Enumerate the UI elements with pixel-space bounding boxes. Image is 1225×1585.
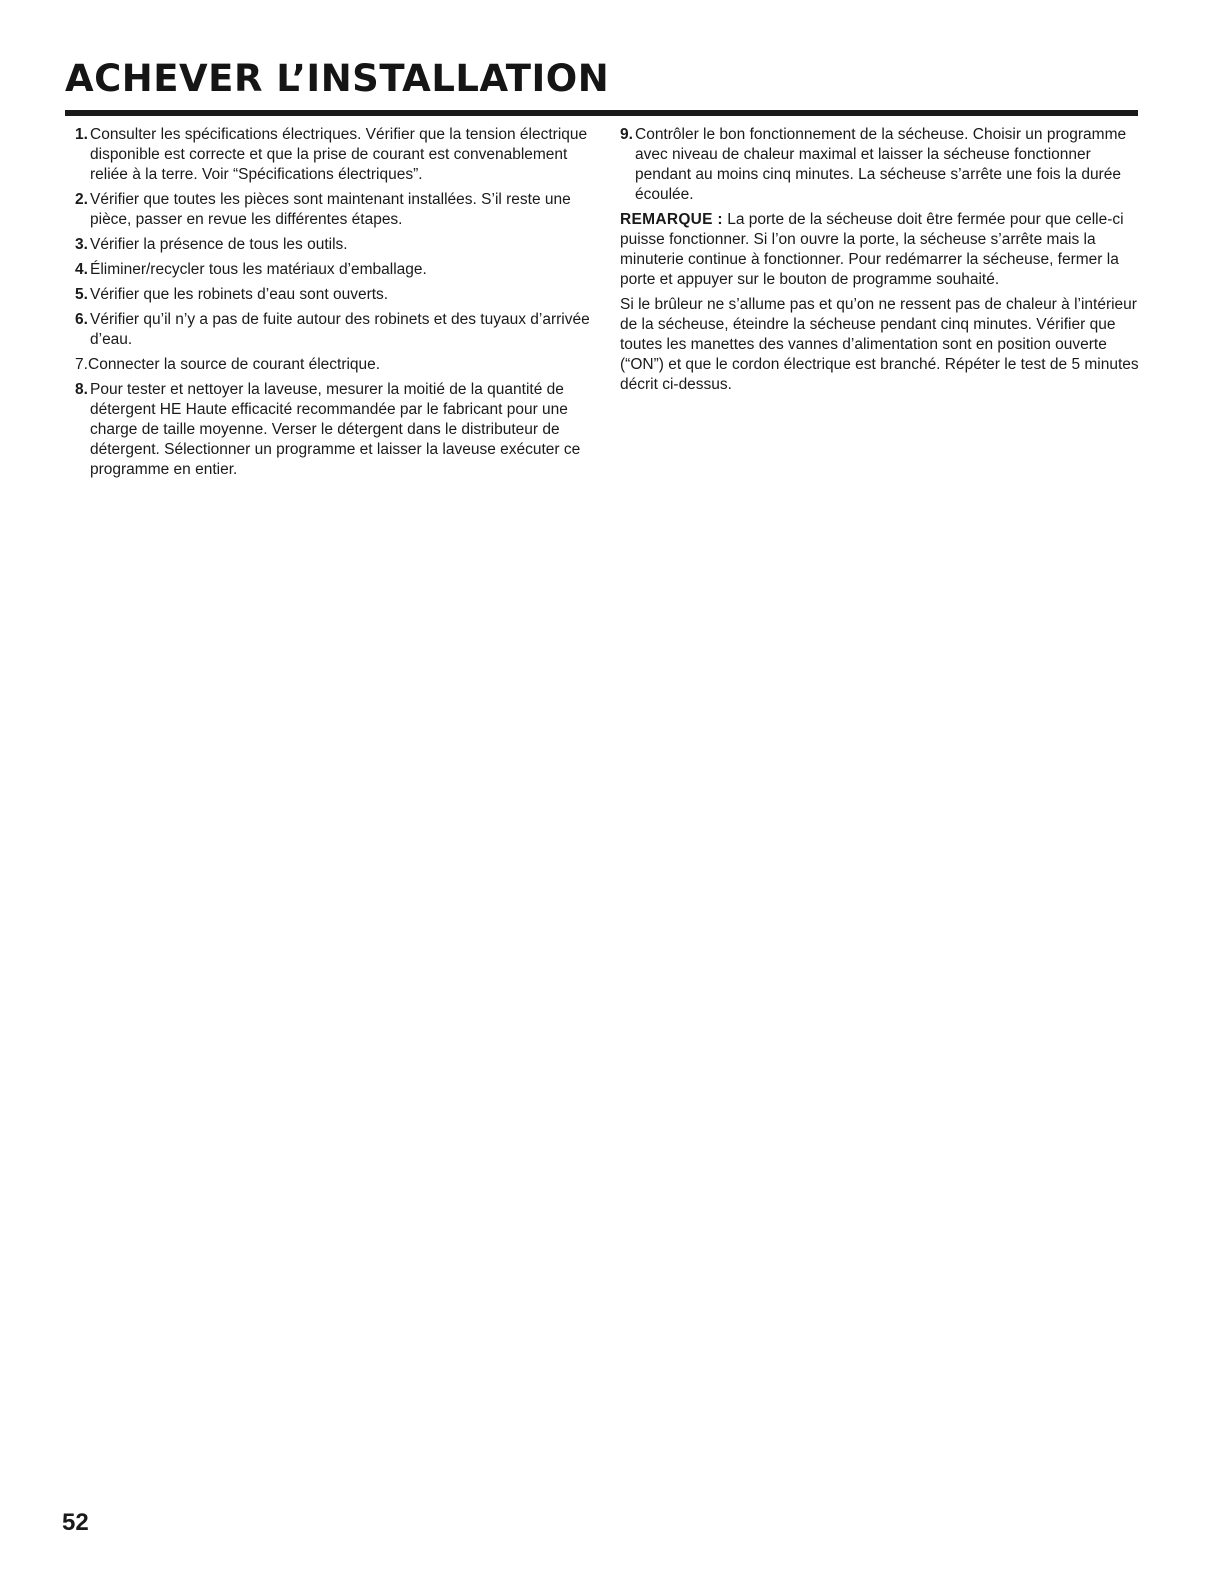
step-number: 8. [75, 381, 88, 398]
step-text: Pour tester et nettoyer la laveuse, mesurer la moitié de la quantité de détergent HE Haute efficacité recommandée par le fabricant pour une charge de taille moyenne. Verser le détergent dans le distributeur de détergent. Sélectionner un programme et laisser la laveuse exécuter ce programme en entier. [90, 381, 581, 478]
page-number: 52 [62, 1509, 89, 1536]
step-5 [75, 285, 595, 305]
note-label: REMARQUE : [620, 211, 723, 228]
step-text: Consulter les spécifications électriques. Vérifier que la tension électrique disponible est correcte et que la prise de courant est convenablement reliée à la terre. Voir “Spécifications électriques”. [90, 126, 588, 183]
step-6 [75, 310, 595, 350]
dryer-steps-list [620, 125, 1140, 205]
step-number: 1. [75, 126, 88, 143]
step-text: Vérifier qu’il n’y a pas de fuite autour des robinets et des tuyaux d’arrivée d’eau. [90, 311, 590, 348]
step-7 [75, 355, 595, 375]
step-number: 5. [75, 286, 88, 303]
burner-paragraph: Si le brûleur ne s’allume pas et qu’on ne ressent pas de chaleur à l’intérieur de la sécheuse, éteindre la sécheuse pendant cinq minutes. Vérifier que toutes les manettes des vannes d’alimentation sont en position ouverte (“ON”) et que le cordon électrique est branché. Répéter le test de 5 minutes décrit ci-dessus. [620, 296, 1139, 393]
step-text: Vérifier la présence de tous les outils. [90, 236, 348, 253]
title-rule [65, 110, 1138, 116]
step-number: 4. [75, 261, 88, 278]
right-column [620, 125, 1140, 400]
step-number: 7. [75, 356, 88, 373]
step-9 [620, 125, 1140, 205]
step-text: Éliminer/recycler tous les matériaux d’emballage. [90, 261, 427, 278]
step-number: 3. [75, 236, 88, 253]
step-text: Connecter la source de courant électrique. [88, 356, 381, 373]
step-text: Contrôler le bon fonctionnement de la sécheuse. Choisir un programme avec niveau de chaleur maximal et laisser la sécheuse fonctionner pendant au moins cinq minutes. La sécheuse s’arrête une fois la durée écoulée. [635, 126, 1127, 203]
installation-steps-list [75, 125, 595, 480]
step-3 [75, 235, 595, 255]
page-title: ACHEVER L’INSTALLATION [65, 57, 610, 100]
step-number: 2. [75, 191, 88, 208]
step-8 [75, 380, 595, 480]
step-text: Vérifier que les robinets d’eau sont ouverts. [90, 286, 389, 303]
left-column [75, 125, 595, 485]
step-text: Vérifier que toutes les pièces sont maintenant installées. S’il reste une pièce, passer en revue les différentes étapes. [90, 191, 571, 228]
step-number: 6. [75, 311, 88, 328]
step-4 [75, 260, 595, 280]
note-paragraph [620, 210, 1140, 290]
step-2 [75, 190, 595, 230]
step-1 [75, 125, 595, 185]
note-text: La porte de la sécheuse doit être fermée pour que celle-ci puisse fonctionner. Si l’on ouvre la porte, la sécheuse s’arrête mais la minuterie continue à fonctionner. Pour redémarrer la sécheuse, fermer la porte et appuyer sur le bouton de programme souhaité. [620, 211, 1124, 288]
step-number: 9. [620, 126, 633, 143]
